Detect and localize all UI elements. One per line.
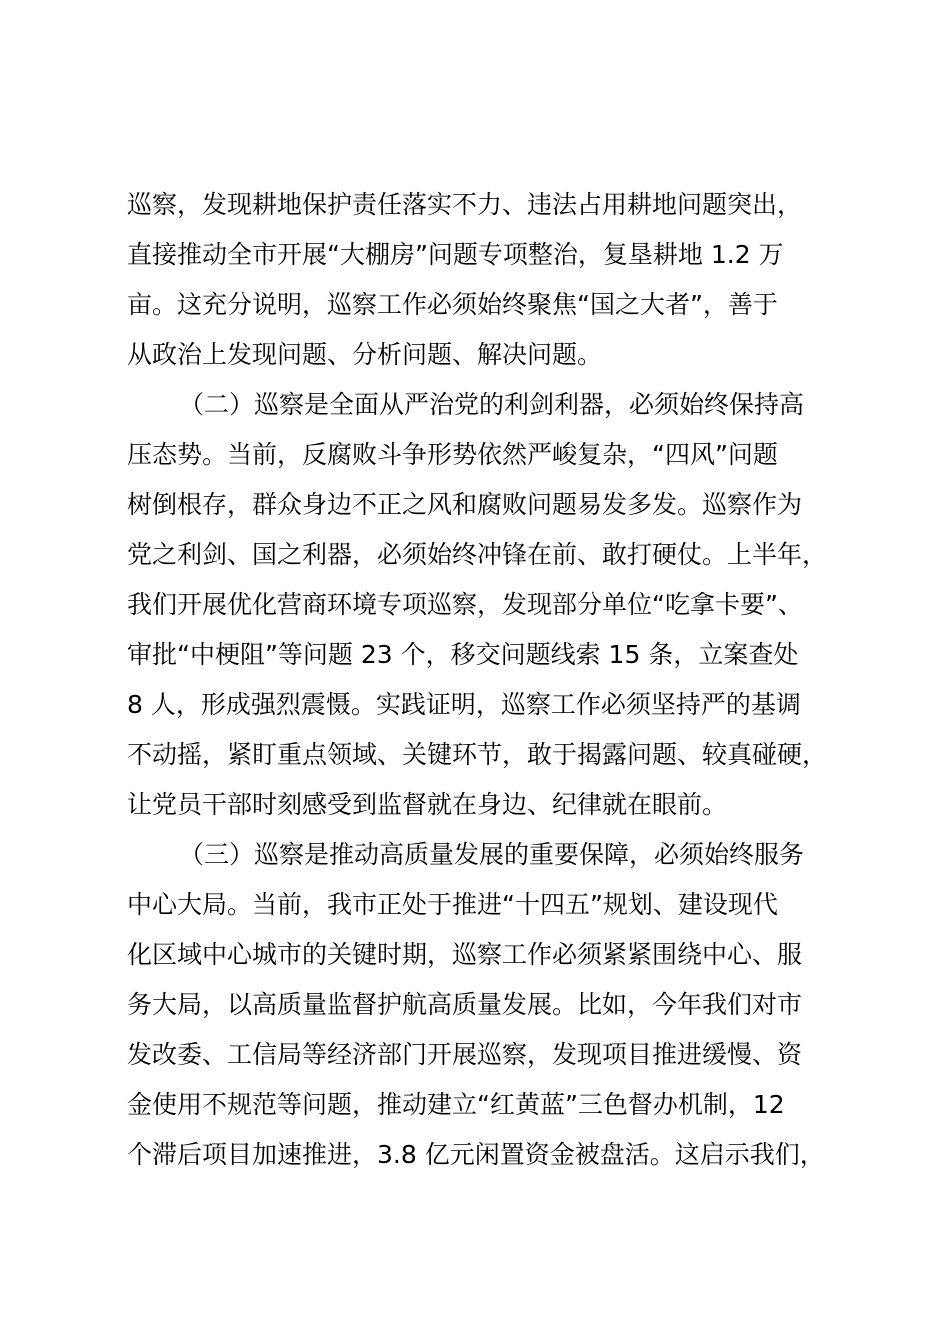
- text-line: 发改委、工信局等经济部门开展巡察，发现项目推进缓慢、资: [127, 1040, 803, 1069]
- text-line: 化区域中心城市的关键时期，巡察工作必须紧紧围绕中心、服: [127, 940, 803, 969]
- text-line: 金使用不规范等问题，推动建立“红黄蓝”三色督办机制，12: [127, 1090, 785, 1119]
- text-line: 个滞后项目加速推进，3.8 亿元闲置资金被盘活。这启示我们，: [127, 1140, 825, 1169]
- text-line: 中心大局。当前，我市正处于推进“十四五”规划、建设现代: [127, 890, 778, 919]
- paragraph-start-line: （三）巡察是推动高质量发展的重要保障，必须始终服务: [179, 840, 805, 869]
- text-line: 从政治上发现问题、分析问题、解决问题。: [127, 340, 603, 369]
- text-line: 党之利剑、国之利器，必须始终冲锋在前、敢打硬仗。上半年，: [127, 540, 828, 569]
- text-line: 不动摇，紧盯重点领域、关键环节，敢于揭露问题、较真碰硬，: [127, 740, 828, 769]
- text-line: 8 人，形成强烈震慑。实践证明，巡察工作必须坚持严的基调: [127, 690, 801, 719]
- text-line: 巡察，发现耕地保护责任落实不力、违法占用耕地问题突出，: [127, 190, 803, 219]
- text-line: 树倒根存，群众身边不正之风和腐败问题易发多发。巡察作为: [127, 490, 803, 519]
- text-line: 直接推动全市开展“大棚房”问题专项整治，复垦耕地 1.2 万: [127, 240, 784, 269]
- paragraph-start-line: （二）巡察是全面从严治党的利剑利器，必须始终保持高: [179, 390, 805, 419]
- text-line: 让党员干部时刻感受到监督就在身边、纪律就在眼前。: [127, 790, 728, 819]
- text-line: 亩。这充分说明，巡察工作必须始终聚焦“国之大者”，善于: [127, 290, 778, 319]
- body-text: [127, 180, 837, 1180]
- text-line: 压态势。当前，反腐败斗争形势依然严峻复杂，“四风”问题: [127, 440, 778, 469]
- text-line: 务大局，以高质量监督护航高质量发展。比如，今年我们对市: [127, 990, 803, 1019]
- text-line: 我们开展优化营商环境专项巡察，发现部分单位“吃拿卡要”、: [127, 590, 803, 619]
- text-line: 审批“中梗阻”等问题 23 个，移交问题线索 15 条，立案查处: [127, 640, 799, 669]
